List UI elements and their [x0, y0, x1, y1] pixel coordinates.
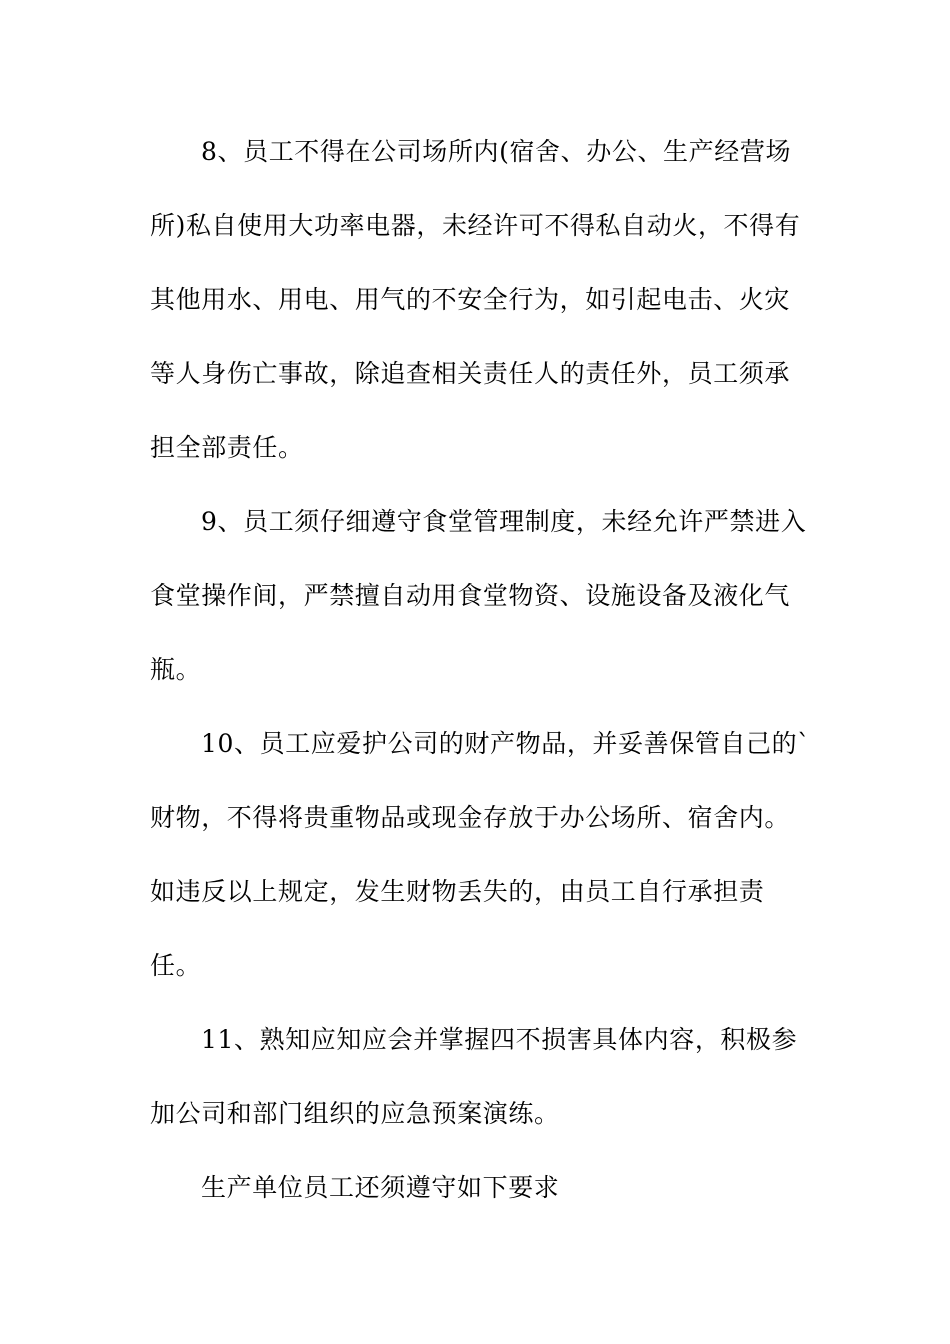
- rule-8-line-1: 8、员工不得在公司场所内(宿舍、办公、生产经营场: [201, 137, 792, 166]
- rule-10-line-4: 任。: [150, 951, 202, 980]
- rule-9-line-1: 9、员工须仔细遵守食堂管理制度，未经允许严禁进入: [201, 507, 807, 536]
- rule-10-line-3: 如违反以上规定，发生财物丢失的，由员工自行承担责: [150, 877, 765, 906]
- rule-8-line-2: 所)私自使用大功率电器，未经许可不得私自动火，不得有: [150, 211, 801, 240]
- rule-11-line-1: 11、熟知应知应会并掌握四不损害具体内容，积极参: [201, 1025, 798, 1054]
- rule-9-line-2: 食堂操作间，严禁擅自动用食堂物资、设施设备及液化气: [150, 581, 791, 610]
- rule-9-line-3: 瓶。: [150, 655, 202, 684]
- rule-10-line-1: 10、员工应爱护公司的财产物品，并妥善保管自己的`: [201, 729, 811, 758]
- rule-8-line-3: 其他用水、用电、用气的不安全行为，如引起电击、火灾: [150, 285, 791, 314]
- rule-8-line-4: 等人身伤亡事故，除追查相关责任人的责任外，员工须承: [150, 359, 791, 388]
- rule-10-line-2: 财物，不得将贵重物品或现金存放于办公场所、宿舍内。: [150, 803, 791, 832]
- rule-11-line-2: 加公司和部门组织的应急预案演练。: [150, 1099, 560, 1128]
- rule-8-line-5: 担全部责任。: [150, 433, 304, 462]
- section-heading-production: 生产单位员工还须遵守如下要求: [201, 1173, 560, 1202]
